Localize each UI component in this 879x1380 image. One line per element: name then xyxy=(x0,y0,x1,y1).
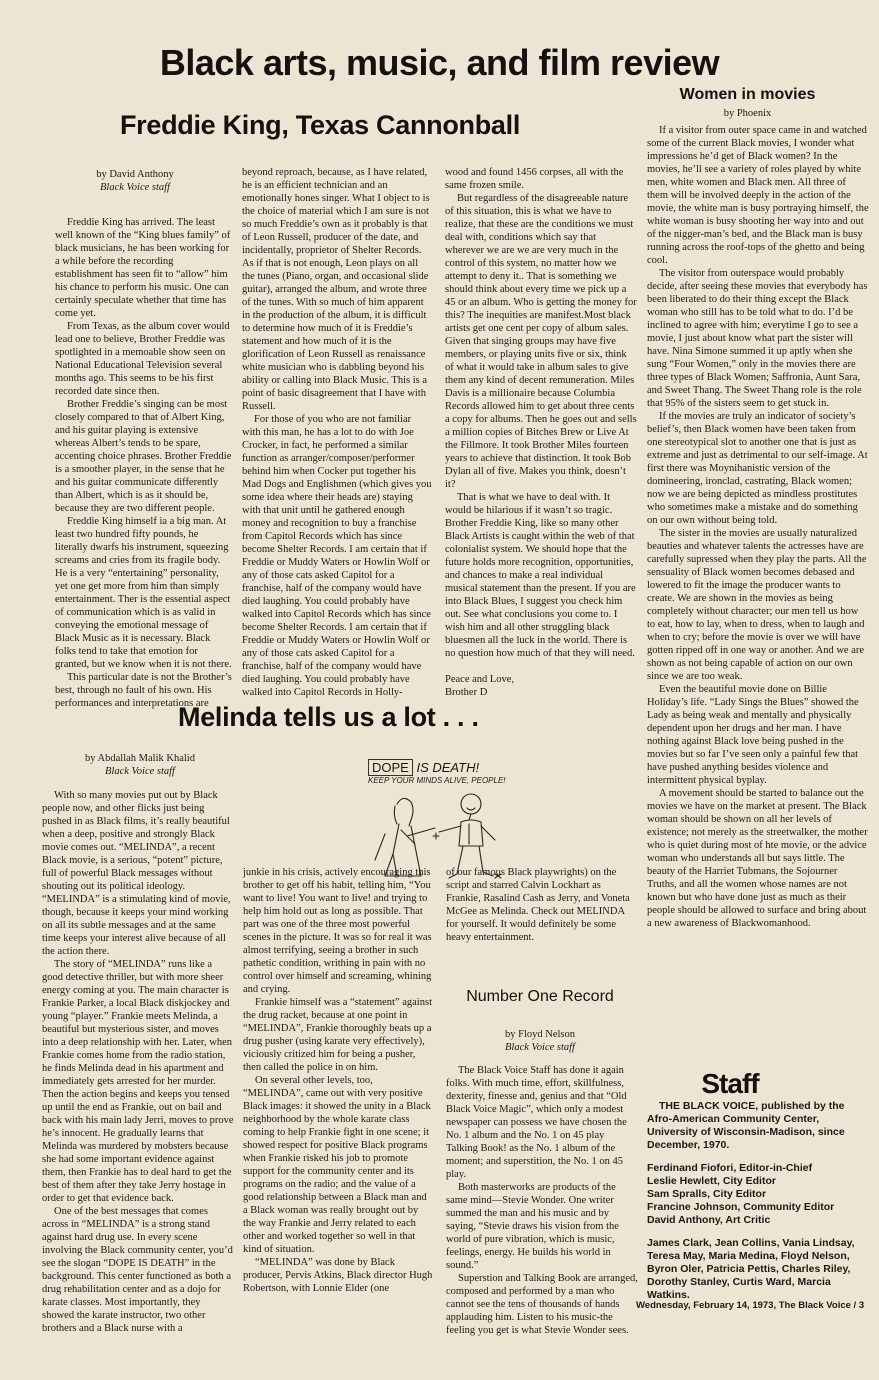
paragraph: One of the best messages that comes across in “MELINDA” is a strong stand against hard drug use. In every scene involving the Black community center, you’d see the slogan “DOPE IS DEATH” in the background. This center functioned as both a drug rehabilitation center and as a dojo for karate classes. Most importantly, they showed the karate instructor, two other brothers and a Black nurse with a xyxy=(42,1206,233,1334)
freddie-author: by David Anthony xyxy=(96,169,174,180)
staff-intro: THE BLACK VOICE, published by the Afro-American Community Center, University of Wisconsin-Madison, since December, 1970. xyxy=(647,1100,845,1151)
staff-editor: Leslie Hewlett, City Editor xyxy=(647,1175,776,1187)
paragraph: “MELINDA” was done by Black producer, Pervis Atkins, Black director Hugh Robertson, with Lonnie Elder (one xyxy=(243,1257,433,1294)
paragraph: The Black Voice Staff has done it again folks. With much time, effort, skillfulness, dexterity, finesse and, genius and that “Old Black Voice Magic”, which only a modest newspaper can possess we have chosen the No. 1 album and the No. 1 on 45 play Talking Book! as the No. 1 album of the moment; and superstition, the No. 1 on 45 play. xyxy=(446,1065,627,1180)
staff-editor: Ferdinand Fiofori, Editor-in-Chief xyxy=(647,1162,813,1174)
is-death-text: IS DEATH! xyxy=(416,760,480,775)
paragraph: beyond reproach, because, as I have related, he is an efficient technician and an emotionally hones singer. What I object to is the choice of material which I am sure is not so much Freddie’s own as it probably is that of Leon Russell, producer of the date, and incidentally, proprietor of Shelter Records. As if that is not enough, Leon plays on all the tunes (Piano, organ, and occasional slide guitar), arranged the album, and wrote three of the tunes. With so much of him apparent in the production of the album, it is difficult to determine how much of it is Freddie’s statement and how much of it is the glorification of Leon Russell as renaissance white musician who is dabbling beyond his ability or calling into Black Music. This is a point of basic disagreement that I have with Russell. xyxy=(242,167,430,412)
number-one-headline: Number One Record xyxy=(466,988,614,1005)
paragraph: If a visitor from outer space came in and watched some of the current Black movies, I wonder what impressions he’d get of Black women? In the movies, he’ll see a variety of roles played by white men, white women and Black men. All three of them will be involved deeply in the action of the movie, the white man is busy portraying himself, the white woman is busy shooting her way into and out of the nigger-man’s bed, and the Black man is busy running across the roof-tops of the ghetto and being cool. xyxy=(647,125,869,266)
melinda-headline: Melinda tells us a lot . . . xyxy=(178,702,479,732)
staff-members: James Clark, Jean Collins, Vania Lindsay, Teresa May, Maria Medina, Floyd Nelson, Byron Oler, Patricia Pettis, Charles Riley, Dorothy Stanley, Curtis Ward, Marcia Watkins. xyxy=(647,1237,855,1301)
paragraph: junkie in his crisis, actively encouraging this brother to get off his habit, telling him, “You want to live! You want to live! and trying to help him hold out as long as possible. That part was one of the three most powerful scenes in the picture. It was so for real it was almost terrifying, seeing a brother in such pathetic condition, writhing in pain with no control over himself and screaming, whining and crying. xyxy=(243,867,432,995)
paragraph: of our famous Black playwrights) on the script and starred Calvin Lockhart as Frankie, Rasalind Cash as Jerry, and Voneta McGee as Melinda. Check out MELINDA for yourself. It would definitely be some heavy entertainment. xyxy=(446,867,630,943)
paragraph: With so many movies put out by Black people now, and other flicks just being pushed in as Black films, it’s really beautiful when a deep, positive and strongly Black movie comes out. “MELINDA”, a recent Black movie, is a serious, “potent” picture, full of powerful Black messages without shouting out its political ideology. “MELINDA” is a stimulating kind of movie, though, because it keeps your mind working on all its subtle messages and at the same time keeps your interest alive because of all the action there. xyxy=(42,790,231,957)
freddie-column-1 xyxy=(55,216,233,709)
melinda-author: by Abdallah Malik Khalid xyxy=(85,753,195,764)
dope-word: DOPE xyxy=(368,759,413,776)
paragraph: Frankie himself was a “statement” against the drug racket, because at one point in “MELINDA”, Frankie thoroughly beats up a drug pusher (using karate very effectively), viciously critized him for being a pusher, then called the police in on him. xyxy=(243,997,432,1073)
freddie-author-org: Black Voice staff xyxy=(100,182,170,193)
paragraph: The sister in the movies are usually naturalized beauties and whatever talents the actresses have are carefully supressed when they play the parts. All the sensuality of Black women becomes debased and lowered to fit the image the producer wants to create. We are shown in the movies as being completely without character; our men tell us how to eat, how to lay, when to dress, when to laugh and when to cry; before the movie is over we will have gotten ripped off in one way or another. And we are shown as not being capable of action on our own since we are too weak. xyxy=(647,528,867,682)
paragraph: Even the beautiful movie done on Billie Holiday’s life. “Lady Sings the Blues” showed the Lady as being weak and mentally and physically dependent upon her drugs and her man. I have nothing against Black love being pushed in the movies but so far I’ve seen only a painful few that have pushed anything besides violence and intermittent physical byplay. xyxy=(647,684,859,786)
women-headline: Women in movies xyxy=(679,86,816,103)
page-masthead: Black arts, music, and film review xyxy=(159,42,720,83)
paragraph: A movement should be started to balance out the movies we have on the market at present. The Black woman should be shown on all her levels of existence; not merely as the streetwalker, the mother who is quiet during most of hte movie, or the advice woman who understands all but says little. The beauty of the Harriet Tubmans, the Sojourner Truths, and all the women whose names are not known but who have done just as much as their people should be allowed to surface and bring about a new awareness of Blackwomanhood. xyxy=(647,788,868,929)
paragraph: But regardless of the disagreeable nature of this situation, this is what we have to realize, that these are the conditions we must deal with, conditions which say that wherever we are we are very much in the control of this system, no matter how we attempt to deny it.. That is something we should think about every time we pick up a 45 or an album. Who is getting the money for this? The inequities are manifest.Most black artists get one cent per copy of album sales. Given that singing groups may have five members, or playing units five or six, think of what it would take in album sales to give them any kind of decent remuneration. Miles Davis is a millionaire because Columbia Records allowed him to get about three cents a copy for albums. Then he goes out and sells a million copies of Bitches Brew or Live At the Fillmore. It took Brother Miles fourteen years to achieve that distinction. It took Bob Dylan all of five. Makes you think, doesn’t it? xyxy=(445,193,637,490)
paragraph: wood and found 1456 corpses, all with the same frozen smile. xyxy=(445,167,624,191)
staff-headline: Staff xyxy=(701,1068,759,1099)
keep-minds-alive-text: KEEP YOUR MINDS ALIVE, PEOPLE! xyxy=(368,776,506,785)
signoff-line: Brother D xyxy=(445,687,488,698)
freddie-byline xyxy=(60,168,210,194)
page-footer: Wednesday, February 14, 1973, The Black Voice / 3 xyxy=(636,1300,865,1311)
freddie-column-3 xyxy=(445,166,637,698)
melinda-author-org: Black Voice staff xyxy=(105,766,175,777)
paragraph: That is what we have to deal with. It would be hilarious if it wasn’t so tragic. Brother Freddie King, like so many other Black Artists is caught within the web of that colonialist system. We should hope that the future holds more recognition, opportunities, and chances to make a real individual musical statement than the present. If you are into Black Blues, I suggest you check him out. See what conclusions you come to. I wish him and all other struggling black bluesmen all the luck in the world. There is no question how much of that they will need. xyxy=(445,492,636,659)
paragraph: Freddie King himself ia a big man. At least two hundred fifty pounds, he literally dwarfs his instrument, squeezing screams and cries from its fragile body. He is a very “entertaining” personality, yet one get more from him than simply entertainment. Ther is the essential aspect of communication which is as valid in conveying the emotional message of Black Music as it is necessary. Black folks tend to take that emotion for granted, but we know when it is not there. xyxy=(55,516,232,670)
melinda-column-2 xyxy=(243,866,433,1360)
paragraph: Both masterworks are products of the same mind—Stevie Wonder. One writer summed the man and his music and by saying, “Stevie draws his vision from the world of pure vibration, which is music, feelings, energy. He builds his world in sound.” xyxy=(446,1182,619,1271)
number-one-column xyxy=(446,1064,638,1364)
freddie-column-2 xyxy=(242,166,432,698)
melinda-byline xyxy=(60,752,220,778)
freddie-headline: Freddie King, Texas Cannonball xyxy=(119,110,521,140)
staff-editor-list xyxy=(647,1162,869,1227)
paragraph: From Texas, as the album cover would lead one to believe, Brother Freddie was spotlighted in a memoable show seen on National Educational Television several months ago. This seems to be his first recorded date since then. xyxy=(55,321,230,397)
number-one-author-org: Black Voice staff xyxy=(505,1042,575,1053)
paragraph: Brother Freddie’s singing can be most closely compared to that of Albert King, and his guitar playing is extensive whereas Albert’s tends to be spare, accenting choice phrases. Brother Freddie is a smoother player, in the sense that he and his guitar communicate differently than Albert, which is as it should be, because they are two different people. xyxy=(55,399,232,514)
number-one-byline xyxy=(470,1028,610,1054)
paragraph: This particular date is not the Brother’s best, through no fault of his own. His performances and interpretations are xyxy=(55,672,232,709)
number-one-author: by Floyd Nelson xyxy=(504,1029,575,1040)
paragraph: For those of you who are not familiar with this man, he has a lot to do with Joe Crocker, in fact, he performed a similar function as arranger/composer/performer behind him when Cocker put together his Mad Dogs and Englishmen (which gives you some idea where their heads are) staying with that unit until he gathered enough money and recognition to buy a franchise from Capitol Records which has since become Shelter Records. I am certain that if Freddie or Muddy Waters or Howlin Wolf or any of those cats asked Capitol for a franchise, half of the company would have died laughing. You could probably have walked into Capitol Records which has since become Shelter Records. I am certain that if Freddie or Muddy Waters or Howlin Wolf or any of those cats asked Capitol for a franchise, half of the company would have died laughing. You could probably have walked into Capitol Records in Holly- xyxy=(242,414,432,698)
signoff-line: Peace and Love, xyxy=(445,674,515,685)
staff-editor: Sam Spralls, City Editor xyxy=(647,1188,767,1200)
paragraph: The story of “MELINDA” runs like a good detective thriller, but with more sheer energy coming at you. The main character is Frankie Parker, a local Black diskjockey and young “player.” Frankie meets Melinda, a beautiful but mysterious sister, and moves into a deep relationship with her. Later, when Frankie comes home from the radio station, he finds Melinda dead in his apartment and immediately gets arrested for her murder. Then the action begins and keeps you tensed up until the end as Frankie, out on bail and back with his main lady Jerri, moves to prove he’s innocent. He gradually learns that Melinda was murdered by mobsters because she had some important evidence against them, then Frankie has to deal hard to get the best of them after they take Jerry hostage in order to get that evidence back. xyxy=(42,959,234,1204)
women-byline: by Phoenix xyxy=(723,108,772,119)
paragraph: The visitor from outerspace would probably decide, after seeing these movies that everybody has been liberated to do their thing except the Black woman who still has to be told what to do. I’d be inclined to agree with him; everytime I go to see a movie, I just about know what part the sister will have. Nina Simone summed it up aptly when she sung “Four Women,” only in the movies there are three types of Black Women; Saffronia, Aunt Sara, and Sweet Thang. The Sweet Thang role is the role that 95% of the sisters seem to get stuck in. xyxy=(647,268,868,409)
paragraph: Superstion and Talking Book are arranged, composed and performed by a man who cannot see the tens of thousands of hands applauding him. Listen to his music-the feeling you get is what Stevie Wonder sees. xyxy=(446,1273,638,1336)
karate-figures-illustration xyxy=(355,790,525,885)
staff-editor: Francine Johnson, Community Editor xyxy=(647,1201,835,1213)
women-column xyxy=(647,124,869,1056)
staff-box xyxy=(647,1100,869,1312)
staff-editor: David Anthony, Art Critic xyxy=(647,1214,771,1226)
paragraph: If the movies are truly an indicator of society’s belief’s, then Black women have been taken from one stereotypical slot to another one that is just as extreme and just as detrimental to our self-image. At first there was Moynihanistic version of the domineering, ironclad, castrating, Black women; now we are being depicted as mindless prostitutes who sometimes make a mistake and do something on our own without being told. xyxy=(647,411,868,526)
paragraph: Freddie King has arrived. The least well known of the “King blues family” of black musicians, he has been working for a while before the recording establishment has seen fit to “allow” him his chance to perform his music. One can certainly speculate whether that time has come yet. xyxy=(55,217,231,319)
melinda-column-1 xyxy=(42,789,234,1361)
paragraph: On several other levels, too, “MELINDA”, came out with very positive Black images: it showed the unity in a Black neighborhood by the whole karate class coming to help Frankie fight in one scene; it showed respect for positive Black programs when Frankie risked his job to promote support for the community center and its programs on the radio; and the value of a good relationship between a Black man and a Black woman was really brought out by the way Frankie and Jerry related to each other and worked together so well in that kind of situation. xyxy=(243,1075,431,1255)
